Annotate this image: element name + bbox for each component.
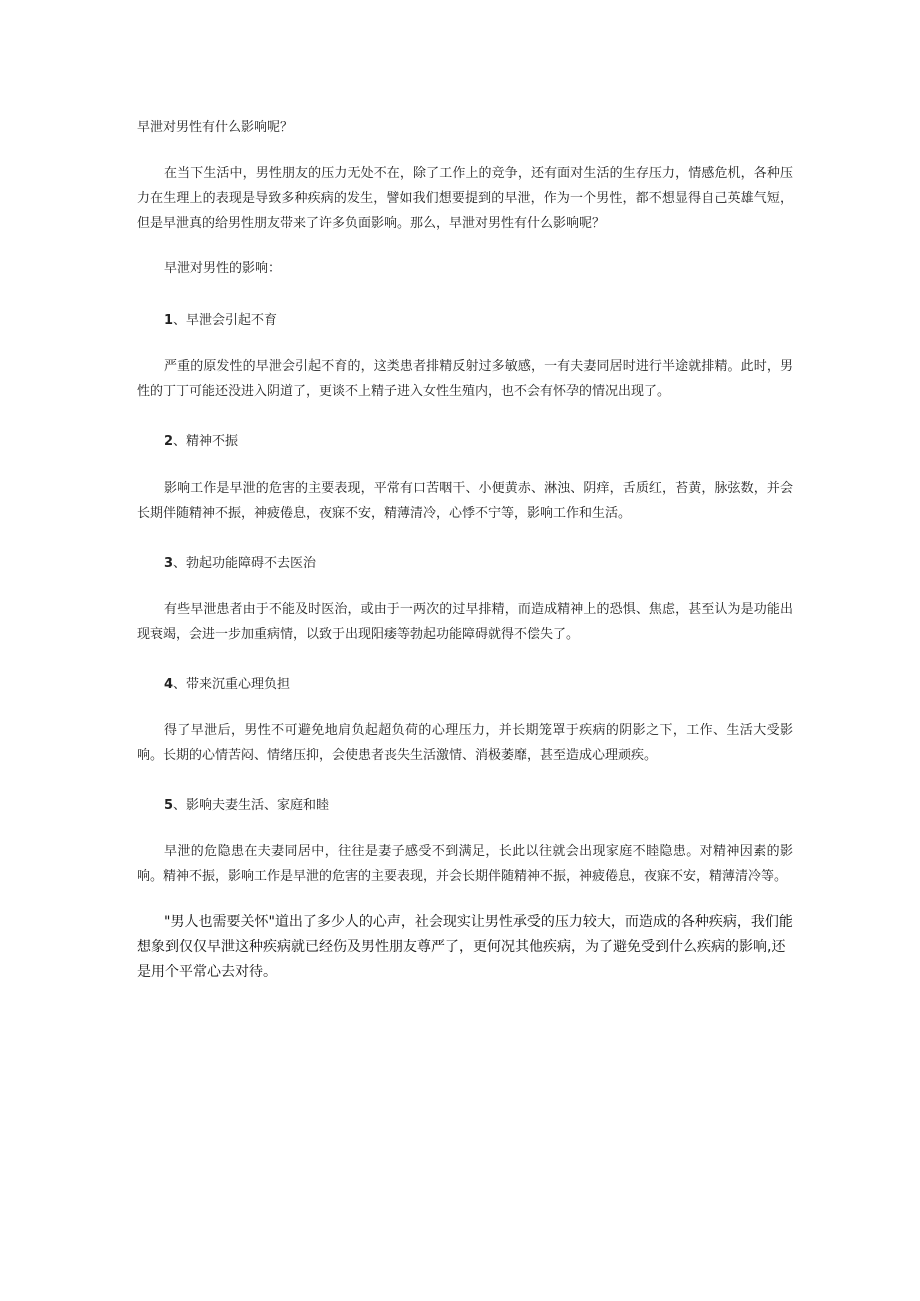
section-4-number: 4 bbox=[164, 677, 174, 692]
section-2-heading-text: 、精神不振 bbox=[173, 434, 239, 449]
section-3-heading-text: 、勃起功能障碍不去医治 bbox=[173, 556, 317, 571]
section-4-heading bbox=[164, 675, 784, 695]
section-3-heading bbox=[164, 554, 784, 574]
document-title: 早泄对男性有什么影响呢？ bbox=[137, 120, 294, 135]
section-1-body: 严重的原发性的早泄会引起不育的，这类患者排精反射过多敏感，一有夫妻同居时进行半途就排精。此时，男性的丁丁可能还没进入阴道了，更谈不上精子进入女性生殖内，也不会有怀孕的情况出现了。 bbox=[137, 359, 793, 399]
section-3-number: 3 bbox=[164, 556, 174, 571]
section-5-body: 早泄的危隐患在夫妻同居中，往往是妻子感受不到满足，长此以往就会出现家庭不睦隐患。对精神因素的影响。精神不振，影响工作是早泄的危害的主要表现，并会长期伴随精神不振，神疲倦息，夜寐不安，精薄清冷等。 bbox=[137, 844, 793, 884]
section-1-number: 1 bbox=[164, 313, 174, 328]
section-4-heading-text: 、带来沉重心理负担 bbox=[173, 677, 291, 692]
section-1-heading bbox=[164, 311, 784, 331]
section-2-number: 2 bbox=[164, 434, 174, 449]
conclusion-paragraph: "男人也需要关怀"道出了多少人的心声，社会现实让男性承受的压力较大，而造成的各种疾病，我们能想象到仅仅早泄这种疾病就已经伤及男性朋友尊严了，更何况其他疾病，为了避免受到什么疾病的影响,还是用个平常心去对待。 bbox=[137, 914, 793, 980]
section-4-body: 得了早泄后，男性不可避免地肩负起超负荷的心理压力，并长期笼罩于疾病的阴影之下，工作、生活大受影响。长期的心情苦闷、情绪压抑，会使患者丧失生活激情、消极萎靡，甚至造成心理顽疾。 bbox=[137, 723, 793, 763]
section-5-number: 5 bbox=[164, 798, 174, 813]
impacts-subtitle: 早泄对男性的影响： bbox=[164, 261, 282, 276]
intro-paragraph: 在当下生活中，男性朋友的压力无处不在，除了工作上的竞争，还有面对生活的生存压力，情感危机，各种压力在生理上的表现是导致多种疾病的发生，譬如我们想要提到的早泄，作为一个男性，都不想显得自己英雄气短，但是早泄真的给男性朋友带来了许多负面影响。那么，早泄对男性有什么影响呢？ bbox=[137, 166, 793, 231]
section-5-heading bbox=[164, 796, 784, 816]
section-2-body: 影响工作是早泄的危害的主要表现，平常有口苦咽干、小便黄赤、淋浊、阴痒，舌质红，苔黄，脉弦数，并会长期伴随精神不振，神疲倦息，夜寐不安，精薄清冷，心悸不宁等，影响工作和生活。 bbox=[137, 481, 793, 521]
section-2-heading bbox=[164, 432, 784, 452]
section-3-body: 有些早泄患者由于不能及时医治，或由于一两次的过早排精，而造成精神上的恐惧、焦虑，甚至认为是功能出现衰竭，会进一步加重病情，以致于出现阳痿等勃起功能障碍就得不偿失了。 bbox=[137, 602, 793, 642]
section-1-heading-text: 、早泄会引起不育 bbox=[173, 313, 278, 328]
section-5-heading-text: 、影响夫妻生活、家庭和睦 bbox=[173, 798, 330, 813]
